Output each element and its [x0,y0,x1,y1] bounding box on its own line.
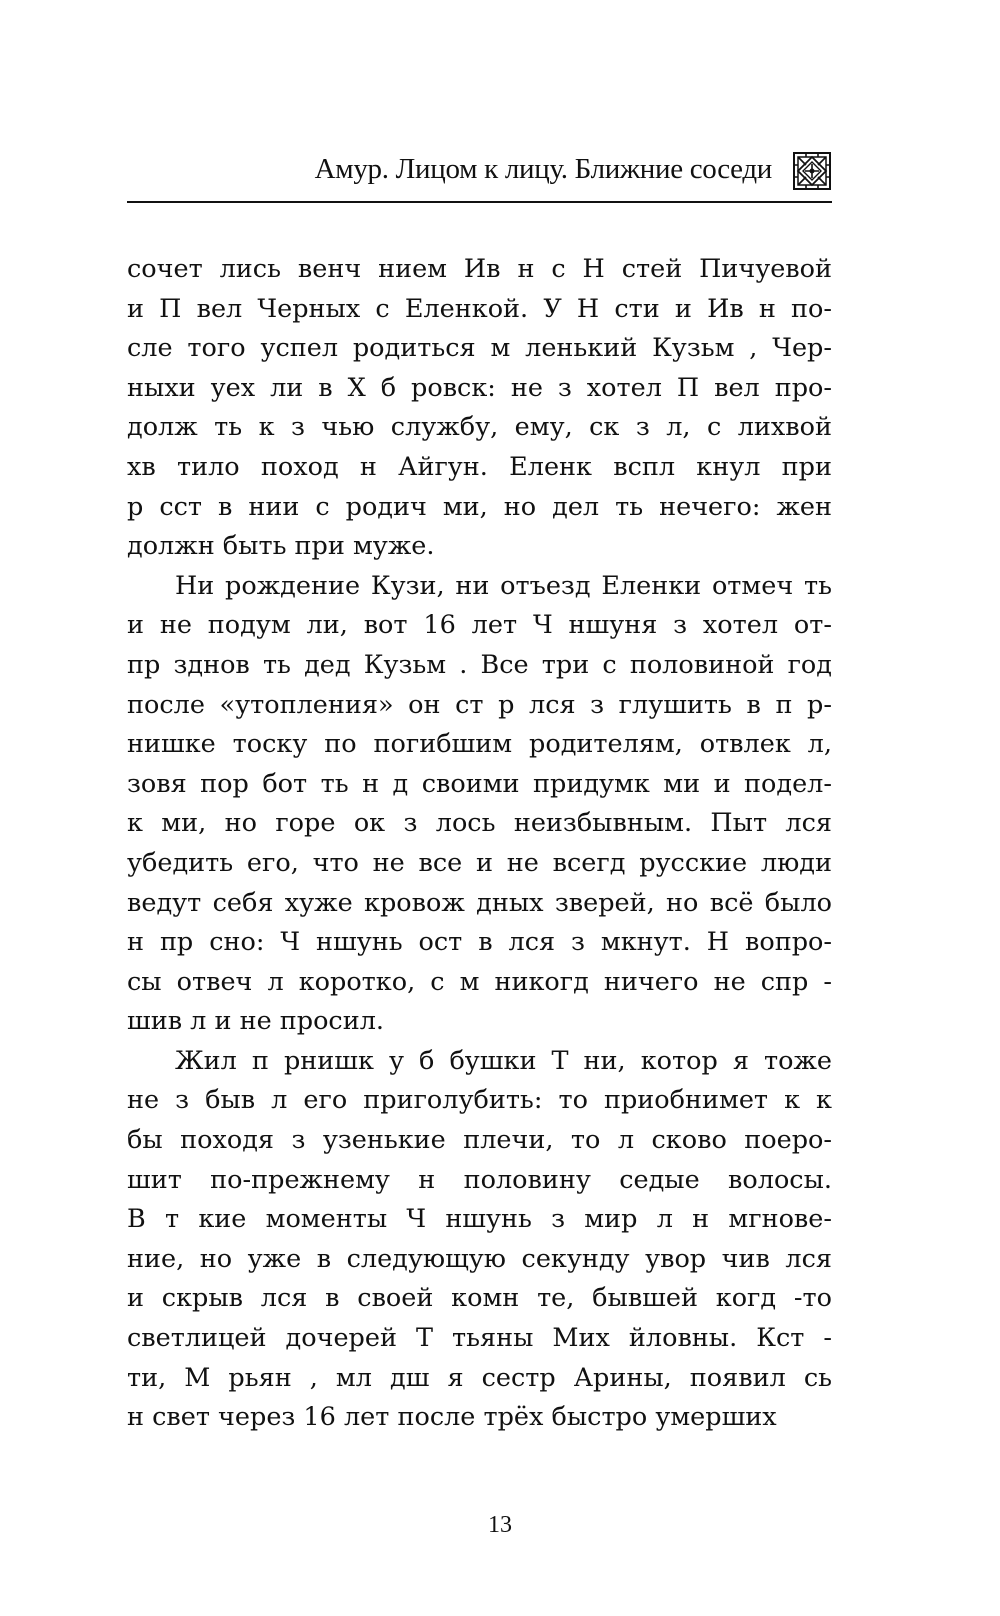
main-text [127,250,832,1438]
text-line: сле того успел родиться м ленький Кузьм , Чер- [127,333,832,364]
text-line: ныхи уех ли в Х б ровск: не з хотел П вел про- [127,372,832,403]
text-line: хв тило поход н Айгун. Еленк вспл кнул при [127,451,832,482]
text-line: н пр сно: Ч ншунь ост в лся з мкнут. Н вопро- [127,927,832,958]
running-title: Амур. Лицом к лицу. Ближние соседи [314,153,772,185]
text-line: пр зднов ть дед Кузьм . Все три с половиной год [127,649,832,680]
text-line: бы походя з узенькие плечи, то л сково поеро- [127,1125,832,1156]
paragraph [127,1042,832,1438]
text-line: В т кие моменты Ч ншунь з мир л н мгнове- [127,1204,832,1235]
page-number: 13 [488,1512,512,1538]
running-header [127,145,832,203]
text-line: не з быв л его приголубить: то приобнимет к к [127,1085,832,1116]
text-line: Жил п рнишк у б бушки Т ни, котор я тоже [175,1045,832,1076]
text-line: к ми, но горе ок з лось неизбывным. Пыт лся [127,808,832,839]
text-line: р сст в нии с родич ми, но дел ть нечего: жен [127,491,832,522]
text-line: сочет лись венч нием Ив н с Н стей Пичуевой [127,254,832,284]
paragraph [127,250,832,567]
text-line: и не подум ли, вот 16 лет Ч ншуня з хотел от- [127,610,832,641]
knot-ornament-icon [792,151,832,191]
text-line: ние, но уже в следующую секунду увор чив лся [127,1243,832,1274]
text-line: и П вел Черных с Еленкой. У Н сти и Ив н по- [127,293,832,324]
text-line: зовя пор бот ть н д своими придумк ми и подел- [127,768,832,799]
text-line: н свет через 16 лет после трёх быстро умерших [127,1402,777,1433]
text-line: ведут себя хуже кровож дных зверей, но всё было [127,887,832,918]
text-line: светлицей дочерей Т тьяны Мих йловны. Кст - [127,1323,832,1354]
text-line: сы отвеч л коротко, с м никогд ничего не спр - [127,966,832,997]
text-line: нишке тоску по погибшим родителям, отвлек л, [127,729,832,760]
text-line: шив л и не просил. [127,1006,385,1037]
text-line: Ни рождение Кузи, ни отъезд Еленки отмеч ть [175,570,832,601]
text-line: должн быть при муже. [127,531,435,562]
text-line: после «утопления» он ст р лся з глушить в п р- [127,689,832,720]
paragraph [127,567,832,1042]
text-line: убедить его, что не все и не всегд русские люди [127,847,832,878]
text-line: и скрыв лся в своей комн те, бывшей когд -то [127,1283,832,1314]
text-line: шит по-прежнему н половину седые волосы. [127,1164,832,1195]
text-line: долж ть к з чью службу, ему, ск з л, с лихвой [127,412,832,443]
text-line: ти, М рьян , мл дш я сестр Арины, появил сь [127,1362,832,1393]
